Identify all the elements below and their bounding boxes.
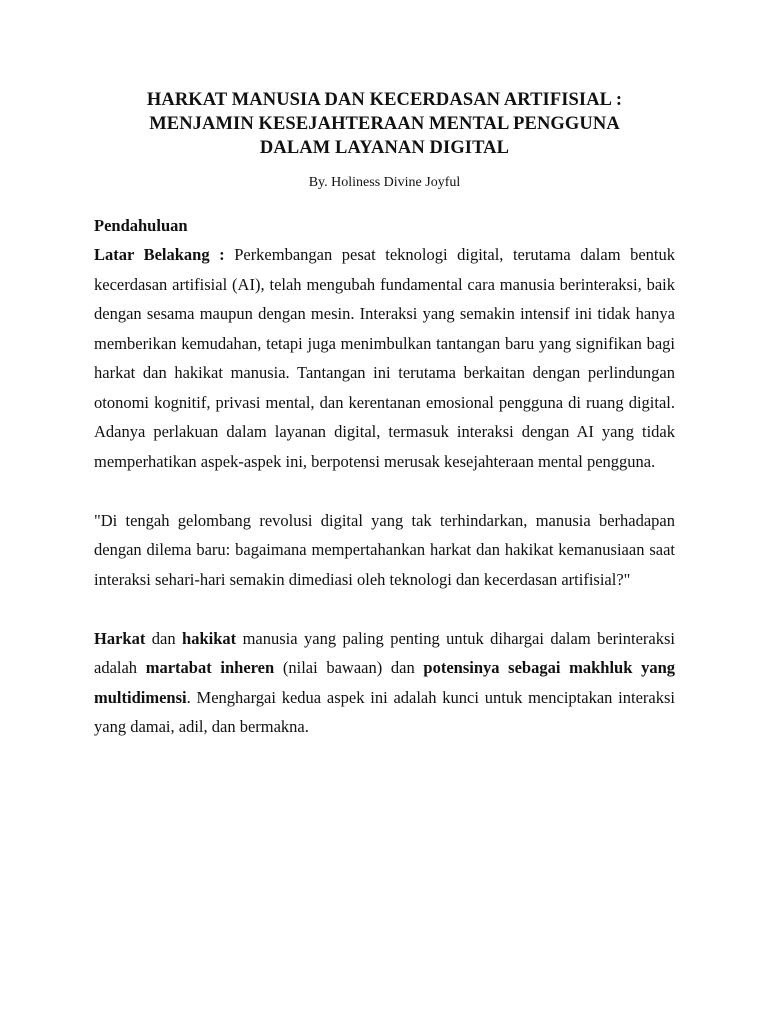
bold-term-hakikat: hakikat <box>182 628 237 648</box>
bold-term-potensi: potensinya sebagai makhluk yang multidimensi <box>94 658 675 707</box>
title-line-2: MENJAMIN KESEJAHTERAAN MENTAL PENGGUNA <box>149 114 620 134</box>
paragraph-spacer <box>94 476 675 506</box>
background-paragraph <box>94 240 675 476</box>
text-run: . Menghargai kedua aspek ini adalah kunci untuk menciptakan interaksi yang damai, adil, dan bermakna. <box>94 687 675 736</box>
title-line-3: DALAM LAYANAN DIGITAL <box>259 138 510 158</box>
quote-paragraph: "Di tengah gelombang revolusi digital yang tak terhindarkan, manusia berhadapan dengan dilema baru: bagaimana mempertahankan harkat dan hakikat kemanusiaan saat interaksi sehari-hari semakin dimediasi oleh teknologi dan kecerdasan artifisial?" <box>94 510 675 589</box>
document-page <box>94 88 675 742</box>
document-title <box>94 88 675 160</box>
bold-term-martabat: martabat inheren <box>145 658 275 677</box>
text-run: dan <box>145 628 183 648</box>
background-label: Latar Belakang : <box>94 245 225 264</box>
text-run: (nilai bawaan) dan <box>274 658 424 677</box>
background-text: Perkembangan pesat teknologi digital, terutama dalam bentuk kecerdasan artifisial (AI), telah mengubah fundamental cara manusia berinteraksi, baik dengan sesama maupun dengan mesin. Interaksi yang semakin intensif ini tidak hanya memberikan kemudahan, tetapi juga menimbulkan tantangan baru yang signifikan bagi harkat dan hakikat manusia. Tantangan ini terutama berkaitan dengan perlindungan otonomi kognitif, privasi mental, dan kerentanan emosional pengguna di ruang digital. Adanya perlakuan dalam layanan digital, termasuk interaksi dengan AI yang tidak memperhatikan aspek-aspek ini, berpotensi merusak kesejahteraan mental pengguna. <box>94 245 675 471</box>
dignity-paragraph <box>94 624 675 742</box>
title-line-1: HARKAT MANUSIA DAN KECERDASAN ARTIFISIAL : <box>146 90 623 110</box>
bold-term-harkat: Harkat <box>94 628 146 648</box>
paragraph-spacer <box>94 594 675 624</box>
author-byline: By. Holiness Divine Joyful <box>308 175 461 190</box>
text-run: manusia yang paling penting untuk dihargai dalam berinteraksi adalah <box>94 628 675 677</box>
section-heading: Pendahuluan <box>94 216 188 235</box>
